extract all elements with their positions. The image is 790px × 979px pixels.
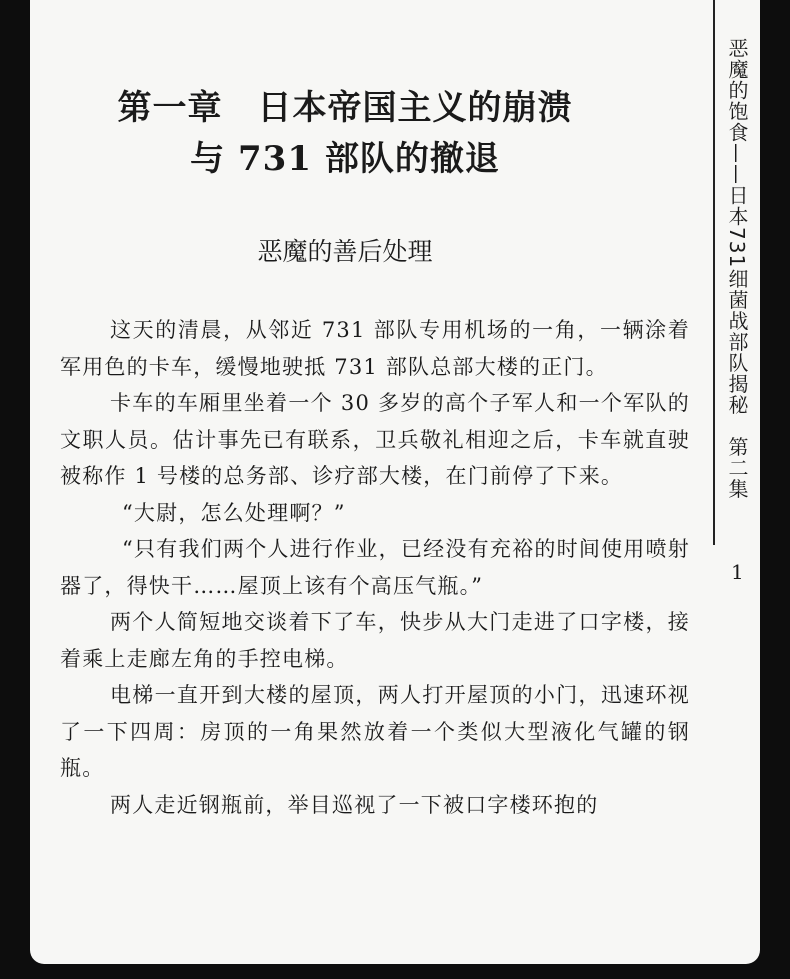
paragraph: 两个人简短地交谈着下了车，快步从大门走进了口字楼，接着乘上走廊左角的手控电梯。	[60, 610, 690, 671]
vertical-rule	[713, 0, 715, 545]
paragraph: 卡车的车厢里坐着一个 30 多岁的高个子军人和一个军队的文职人员。估计事先已有联系，卫兵敬礼相迎之后，卡车就直驶被称作 1 号楼的总务部、诊疗部大楼，在门前停了下来。	[60, 391, 690, 488]
paragraph: 这天的清晨，从邻近 731 部队专用机场的一角，一辆涂着军用色的卡车，缓慢地驶抵 731 部队总部大楼的正门。	[60, 318, 690, 379]
page-number: 1	[731, 560, 744, 584]
book-page	[30, 0, 760, 964]
paragraph: “只有我们两个人进行作业，已经没有充裕的时间使用喷射器了，得快干……屋顶上该有个高压气瓶。”	[60, 537, 690, 598]
paragraph: 两人走近钢瓶前，举目巡视了一下被口字楼环抱的	[110, 792, 599, 817]
running-head: 恶魔的饱食——日本731细菌战部队揭秘 第二集	[725, 38, 749, 500]
body-text	[60, 312, 690, 823]
paragraph: 电梯一直开到大楼的屋顶，两人打开屋顶的小门，迅速环视了一下四周：房顶的一角果然放着一个类似大型液化气罐的钢瓶。	[60, 683, 690, 780]
chapter-title-line-2: 与 731 部队的撤退	[190, 139, 500, 179]
paragraph: “大尉，怎么处理啊？”	[122, 500, 346, 525]
chapter-title-line-1: 第一章 日本帝国主义的崩溃	[117, 88, 573, 128]
section-title: 恶魔的善后处理	[257, 237, 433, 266]
running-head-column	[707, 0, 760, 964]
